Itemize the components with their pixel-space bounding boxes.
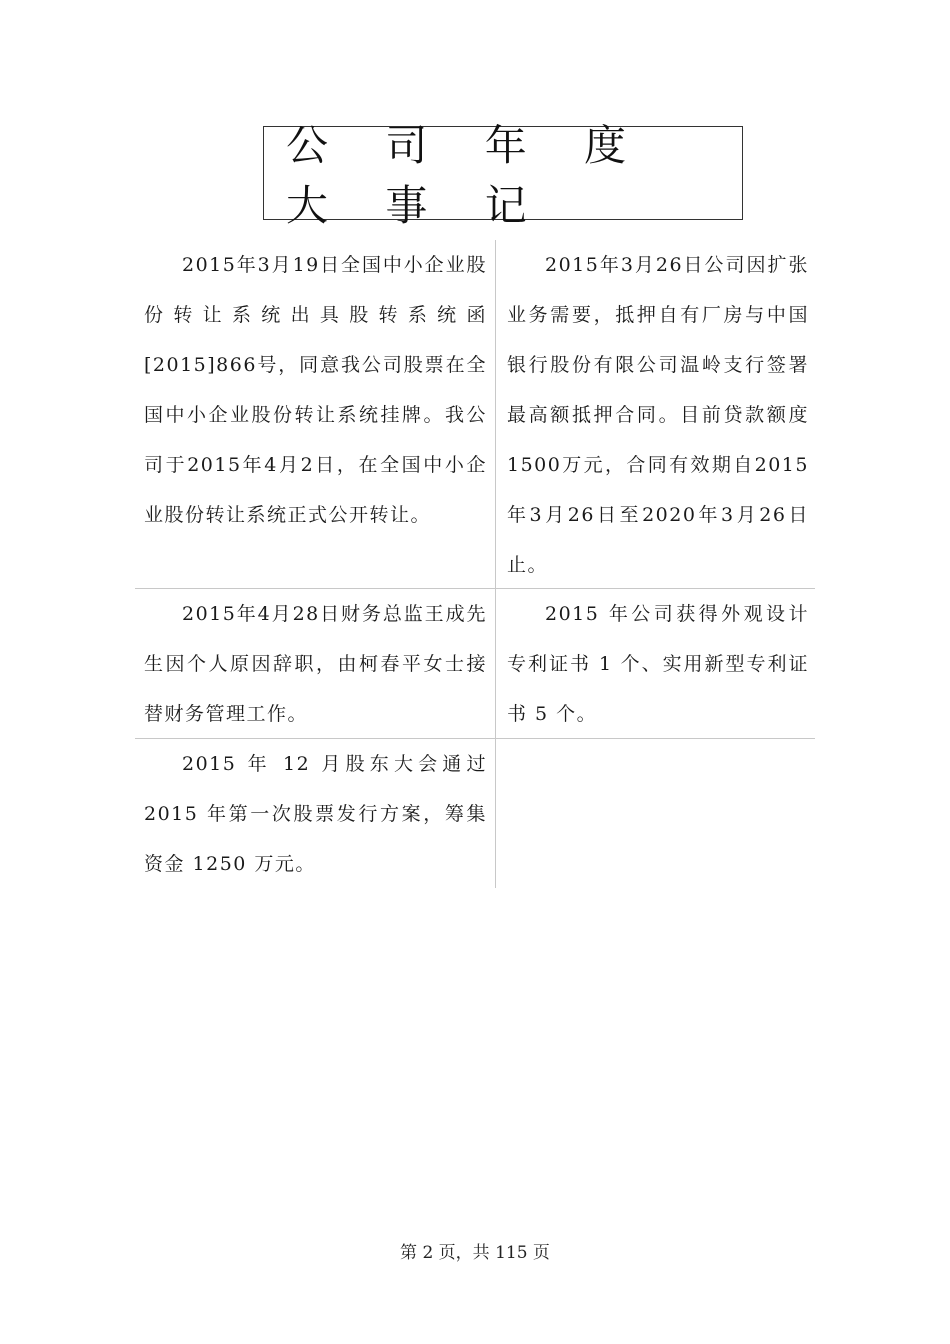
event-cell: 2015 年公司获得外观设计专利证书 1 个、实用新型专利证书 5 个。 — [507, 603, 809, 725]
title-box — [263, 121, 743, 230]
events-row-1 — [135, 240, 815, 589]
page-footer: 第 2 页，共 115 页 — [400, 1243, 550, 1263]
events-row-3 — [135, 739, 815, 888]
event-cell-empty — [496, 739, 815, 888]
event-cell: 2015 年 12 月股东大会通过 2015 年第一次股票发行方案，筹集资金 1250 万元。 — [135, 739, 496, 888]
event-cell: 2015年3月26日公司因扩张业务需要，抵押自有厂房与中国银行股份有限公司温岭支行签署最高额抵押合同。目前贷款额度1500万元，合同有效期自2015年3月26日至2020年3月26日止。 — [507, 254, 809, 576]
events-row-2 — [135, 589, 815, 739]
events-table — [135, 240, 815, 888]
event-cell: 2015年3月19日全国中小企业股份转让系统出具股转系统函[2015]866号，同意我公司股票在全国中小企业股份转让系统挂牌。我公司于2015年4月2日，在全国中小企业股份转让系统正式公开转让。 — [135, 240, 496, 588]
page-title: 公 司 年 度 大 事 记 — [286, 121, 649, 230]
event-cell: 2015年4月28日财务总监王成先生因个人原因辞职，由柯春平女士接替财务管理工作。 — [135, 589, 496, 738]
